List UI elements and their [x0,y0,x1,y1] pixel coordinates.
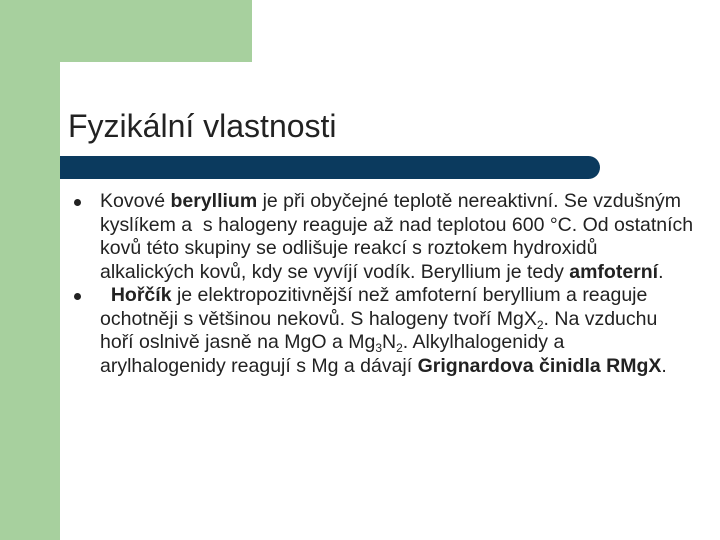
green-side-band [0,0,60,540]
text-segment: . [658,260,664,283]
subscript: 2 [396,341,403,355]
green-top-band [0,0,252,62]
bold-term: amfoterní [569,260,659,283]
bullet-text [100,190,699,284]
text-segment [100,284,111,306]
text-segment: N [382,331,397,353]
bullet-dot-icon [74,199,81,206]
bullet-dot-icon [74,293,81,300]
bold-term: Grignardova činidla RMgX [417,354,662,377]
text-segment: . [661,354,667,377]
text-segment: . Alkylhalogenidy a arylhalogenidy reagují s Mg a dávají [100,331,570,377]
bold-term: Hořčík [110,284,172,306]
text-segment: . Na vzduchu hoří oslnivě jasně na MgO a Mg [100,307,663,353]
text-segment: je elektropozitivnější než amfoterní beryllium a reaguje ochotněji s většinou nekovů. S halogeny tvoří MgX [100,284,653,330]
subscript: 2 [536,317,544,332]
slide-title: Fyzikální vlastnosti [68,108,337,144]
bullet-item-beryllium [74,190,699,284]
text-segment: Kovové [100,190,171,212]
rounded-corner [60,62,100,102]
title-underline-bar [60,156,600,179]
text-segment: je při obyčejné teplotě nereaktivní. Se vzdušným kyslíkem a s halogeny reaguje až nad teplotou 600 °C. Od ostatních kovů této skupiny se odlišuje reakcí s roztokem hydroxidů alkalických kovů, kdy se vyvíjí vodík. Beryllium je tedy [100,190,699,283]
bold-term: beryllium [170,190,258,212]
subscript: 3 [375,341,382,355]
bullet-item-horcik [74,284,694,378]
bullet-text [100,284,694,378]
bullet-list [74,190,699,378]
